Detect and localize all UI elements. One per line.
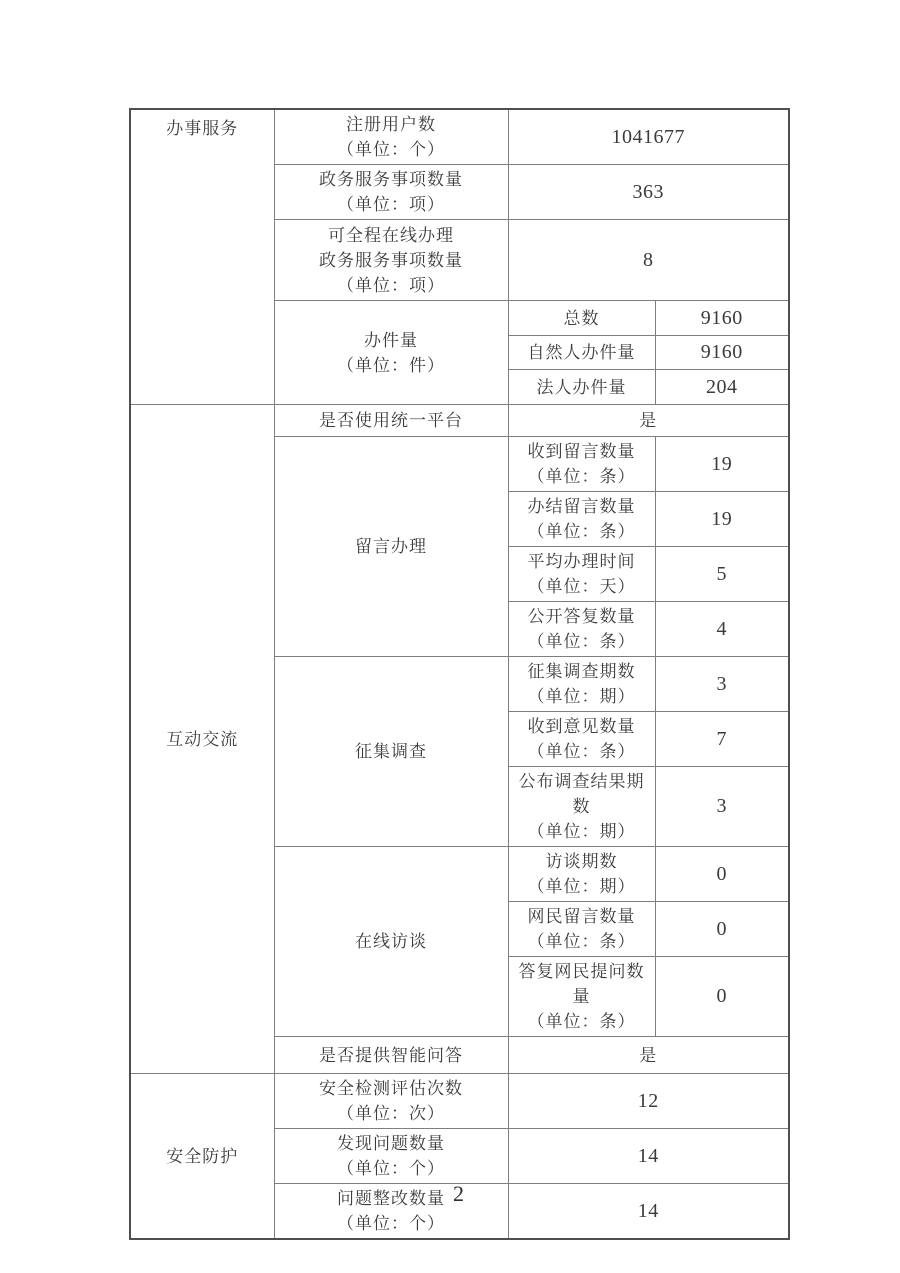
item-label: 安全检测评估次数 <box>319 1079 463 1098</box>
sub-item-label-cell <box>508 847 655 902</box>
sub-item-value-cell: 3 <box>655 657 789 712</box>
sub-item-label: 办结留言数量 <box>527 497 636 516</box>
sub-item-label: 答复网民提问数量 <box>518 962 645 1006</box>
sub-item-label-cell: 自然人办件量 <box>508 336 655 370</box>
item-value-cell: 363 <box>508 165 789 220</box>
sub-item-label: 公布调查结果期数 <box>518 772 645 816</box>
sub-item-label: 网民留言数量 <box>527 907 636 926</box>
item-value-cell: 14 <box>508 1129 789 1184</box>
category-cell: 互动交流 <box>130 405 274 1074</box>
sub-item-value-cell: 19 <box>655 437 789 492</box>
item-label: 政务服务事项数量 <box>319 250 463 270</box>
sub-item-label-cell <box>508 712 655 767</box>
sub-item-value-cell: 19 <box>655 492 789 547</box>
item-unit: （单位：项） <box>337 275 445 295</box>
item-unit: （单位：个） <box>337 1214 445 1233</box>
group-unit: （单位：件） <box>337 355 445 375</box>
item-value-cell: 8 <box>508 220 789 301</box>
item-label: 问题整改数量 <box>337 1189 445 1208</box>
sub-item-label-cell <box>508 492 655 547</box>
sub-item-label: 征集调查期数 <box>527 662 636 681</box>
sub-item-unit: （单位：条） <box>527 742 636 761</box>
item-label-cell <box>274 220 508 301</box>
item-label-cell: 是否使用统一平台 <box>274 405 508 437</box>
sub-item-value-cell: 4 <box>655 602 789 657</box>
item-label-cell: 是否提供智能问答 <box>274 1037 508 1074</box>
item-value-cell: 是 <box>508 405 789 437</box>
category-cell: 办事服务 <box>130 109 274 405</box>
item-value-cell: 是 <box>508 1037 789 1074</box>
group-label-cell: 征集调查 <box>274 657 508 847</box>
table-row <box>130 109 789 165</box>
group-label-cell: 留言办理 <box>274 437 508 657</box>
sub-item-value-cell: 0 <box>655 902 789 957</box>
sub-item-label-cell <box>508 602 655 657</box>
sub-item-label: 收到留言数量 <box>527 442 636 461</box>
group-label-cell: 在线访谈 <box>274 847 508 1037</box>
sub-item-label: 收到意见数量 <box>527 717 636 736</box>
report-table <box>129 108 790 1240</box>
page-number: 2 <box>453 1181 464 1206</box>
item-label-cell <box>274 165 508 220</box>
sub-item-value-cell: 5 <box>655 547 789 602</box>
sub-item-unit: （单位：条） <box>527 1012 636 1031</box>
group-label: 办件量 <box>364 330 418 350</box>
sub-item-label: 公开答复数量 <box>527 607 636 626</box>
table-row <box>130 1074 789 1129</box>
sub-item-label-cell <box>508 767 655 847</box>
sub-item-label-cell <box>508 657 655 712</box>
sub-item-label-cell <box>508 957 655 1037</box>
item-label: 可全程在线办理 <box>328 225 454 245</box>
sub-item-value-cell: 0 <box>655 957 789 1037</box>
item-value-cell: 1041677 <box>508 109 789 165</box>
item-label-cell <box>274 109 508 165</box>
item-label: 政务服务事项数量 <box>319 170 463 189</box>
sub-item-value-cell: 7 <box>655 712 789 767</box>
item-unit: （单位：项） <box>337 195 445 214</box>
sub-item-unit: （单位：天） <box>527 577 636 596</box>
sub-item-label-cell <box>508 902 655 957</box>
table-row <box>130 405 789 437</box>
sub-item-unit: （单位：期） <box>527 822 636 841</box>
sub-item-unit: （单位：条） <box>527 932 636 951</box>
item-label-cell <box>274 1129 508 1184</box>
item-value-cell: 12 <box>508 1074 789 1129</box>
item-value-cell: 14 <box>508 1184 789 1240</box>
sub-item-label-cell <box>508 437 655 492</box>
item-label: 发现问题数量 <box>337 1134 445 1153</box>
sub-item-unit: （单位：条） <box>527 467 636 486</box>
sub-item-value-cell: 0 <box>655 847 789 902</box>
item-unit: （单位：个） <box>337 140 445 159</box>
item-label: 注册用户数 <box>346 115 436 134</box>
item-unit: （单位：次） <box>337 1104 445 1123</box>
sub-item-value-cell: 204 <box>655 370 789 405</box>
sub-item-label-cell: 法人办件量 <box>508 370 655 405</box>
sub-item-value-cell: 9160 <box>655 336 789 370</box>
sub-item-unit: （单位：期） <box>527 877 636 896</box>
group-label-cell <box>274 301 508 405</box>
sub-item-unit: （单位：条） <box>527 522 636 541</box>
sub-item-label: 平均办理时间 <box>527 552 636 571</box>
sub-item-label-cell <box>508 547 655 602</box>
sub-item-label: 访谈期数 <box>545 852 618 871</box>
item-unit: （单位：个） <box>337 1159 445 1178</box>
sub-item-label-cell: 总数 <box>508 301 655 336</box>
category-cell: 安全防护 <box>130 1074 274 1240</box>
sub-item-value-cell: 9160 <box>655 301 789 336</box>
sub-item-value-cell: 3 <box>655 767 789 847</box>
sub-item-unit: （单位：期） <box>527 687 636 706</box>
item-label-cell <box>274 1074 508 1129</box>
sub-item-unit: （单位：条） <box>527 632 636 651</box>
